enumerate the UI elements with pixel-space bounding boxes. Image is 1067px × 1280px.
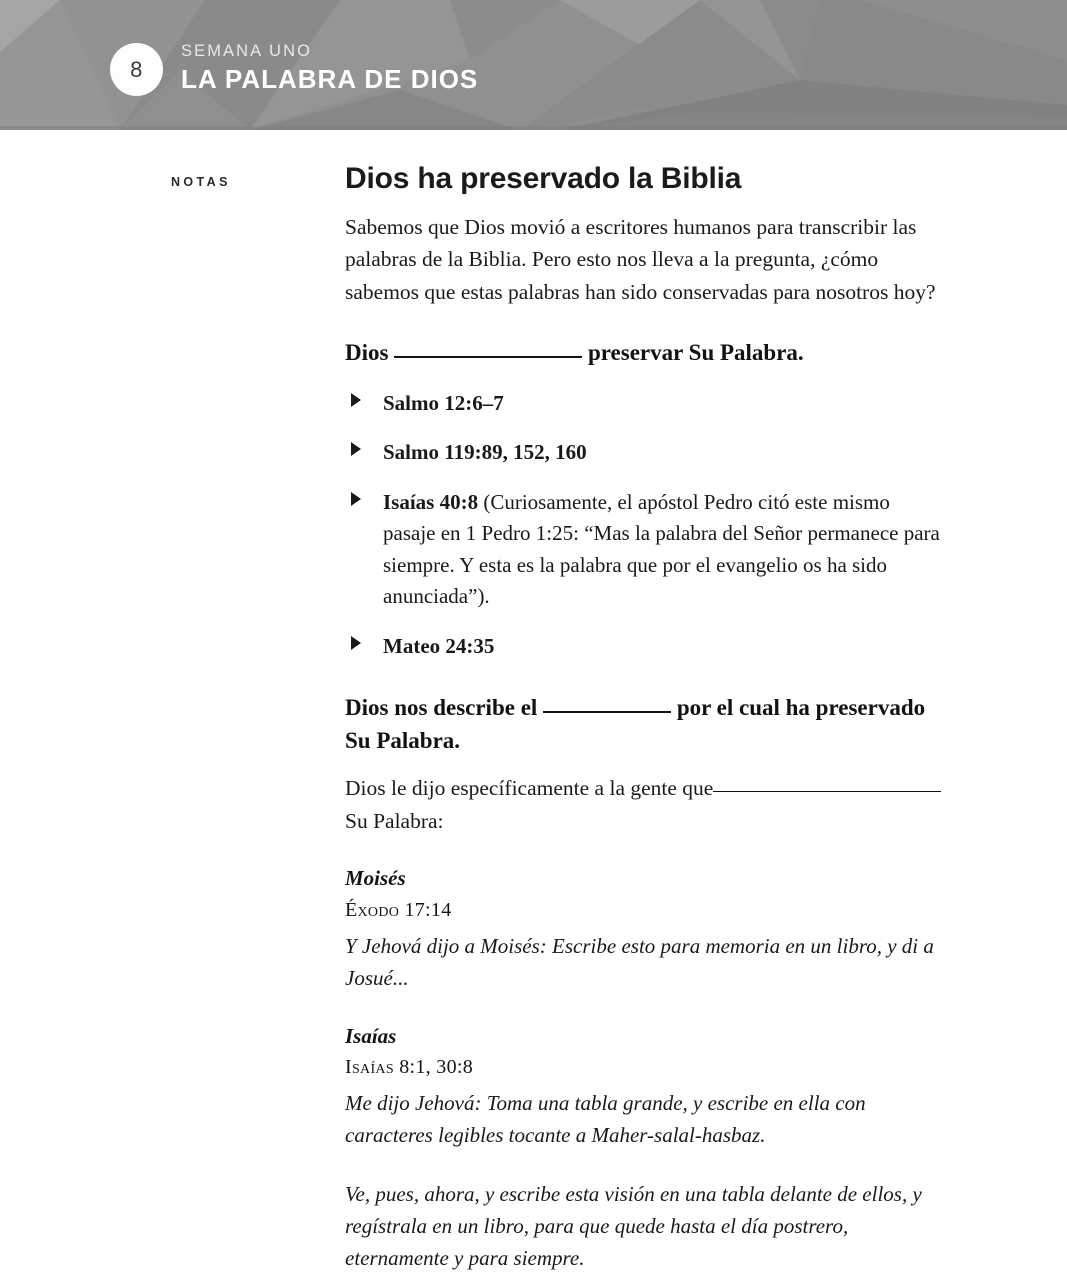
instruction-paragraph	[345, 772, 945, 838]
subsection-scripture-reference: Éxodo 17:14	[345, 898, 452, 921]
subsection-quote: Ve, pues, ahora, y escribe esta visión en una tabla delante de ellos, y regístrala en un libro, para que quede hasta el día postrero, eternamente y para siempre.	[345, 1181, 922, 1271]
fill-heading-one-before: Dios	[345, 340, 389, 366]
verse-reference: Salmo 119:89, 152, 160	[383, 440, 587, 465]
session-title: LA PALABRA DE DIOS	[181, 63, 479, 94]
verse-note: (Curiosamente, el apóstol Pedro citó este mismo pasaje en 1 Pedro 1:25: “Mas la palabra del Señor permanece para siempre. Y esta es la palabra que por el evangelio os ha sido anunciada”).	[383, 489, 940, 609]
fill-in-blank-three[interactable]	[713, 791, 941, 792]
intro-paragraph: Sabemos que Dios movió a escritores humanos para transcribir las palabras de la Biblia. Pero esto nos lleva a la pregunta, ¿cómo sabemos que estas palabras han sido conservadas para nosotros hoy?	[345, 214, 936, 305]
triangle-bullet-icon	[351, 442, 361, 456]
instruction-after: Su Palabra:	[345, 808, 444, 833]
page-header-banner	[0, 0, 1067, 130]
main-content-column	[345, 130, 945, 1275]
list-item	[345, 487, 945, 613]
list-item	[345, 631, 945, 663]
subsection-scripture-reference: Isaías 8:1, 30:8	[345, 1055, 474, 1078]
header-title-group	[181, 41, 478, 94]
page-title: Dios ha preservado la Biblia	[345, 162, 742, 195]
triangle-bullet-icon	[351, 393, 361, 407]
subsection-quote: Me dijo Jehová: Toma una tabla grande, y escribe en ella con caracteres legibles tocante a Maher-salal-hasbaz.	[345, 1090, 866, 1148]
triangle-bullet-icon	[351, 492, 361, 506]
fill-in-heading-two	[345, 692, 945, 757]
subsection-moises	[345, 863, 945, 994]
verse-reference: Isaías 40:8	[383, 489, 479, 514]
subsection-isaias	[345, 1021, 945, 1275]
fill-in-heading-one	[345, 337, 945, 370]
fill-in-blank-two[interactable]	[543, 711, 671, 713]
instruction-before: Dios le dijo específicamente a la gente que	[345, 775, 714, 800]
list-item	[345, 437, 945, 469]
verse-reference-list	[345, 388, 945, 663]
subsection-quote: Y Jehová dijo a Moisés: Escribe esto para memoria en un libro, y di a Josué...	[345, 933, 934, 991]
fill-heading-two-before: Dios nos describe el	[345, 695, 538, 721]
week-label: SEMANA UNO	[181, 42, 313, 60]
fill-heading-one-after: preservar Su Palabra.	[587, 340, 804, 366]
page-number: 8	[130, 56, 143, 82]
list-item	[345, 388, 945, 420]
header-content	[0, 0, 1067, 130]
verse-reference: Salmo 12:6–7	[383, 390, 504, 415]
subsection-name: Isaías	[345, 1023, 397, 1048]
triangle-bullet-icon	[351, 636, 361, 650]
subsection-name: Moisés	[345, 866, 406, 891]
fill-heading-two-after: por el cual ha preservado Su Palabra.	[345, 695, 926, 753]
fill-in-blank-one[interactable]	[394, 356, 582, 358]
notes-margin-label: NOTAS	[171, 175, 231, 189]
verse-reference: Mateo 24:35	[383, 633, 495, 658]
page-number-badge	[110, 43, 163, 96]
